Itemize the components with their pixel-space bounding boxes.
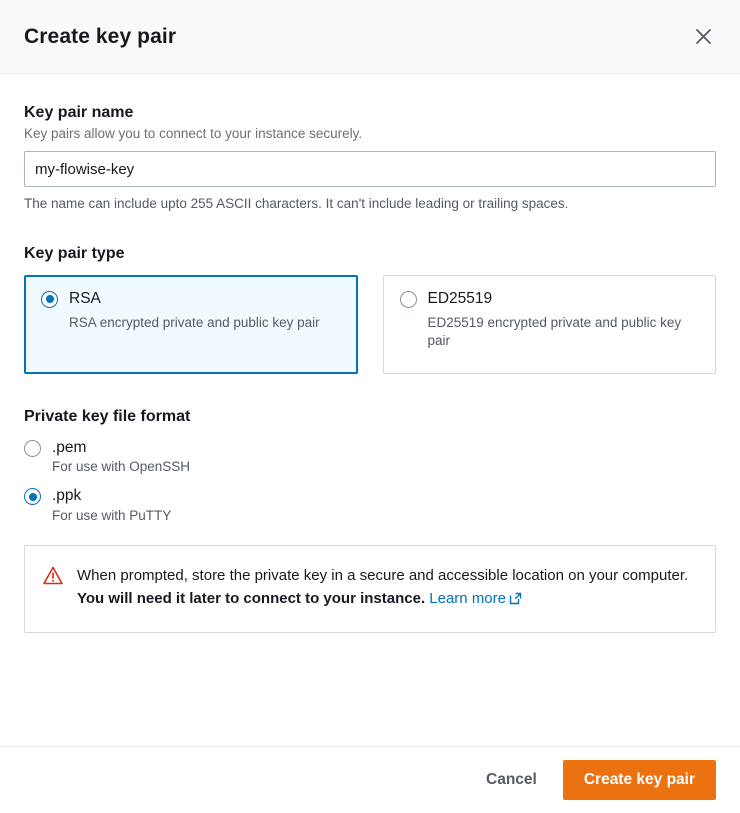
key-pair-type-option-rsa-label: RSA <box>69 290 101 307</box>
private-key-format-options <box>24 438 716 531</box>
key-pair-type-option-rsa[interactable] <box>24 275 358 374</box>
private-key-format-option-pem-texts <box>52 438 190 482</box>
radio-icon-rsa[interactable] <box>41 291 58 308</box>
dialog-footer <box>0 746 740 813</box>
learn-more-link[interactable]: Learn more <box>429 590 506 607</box>
external-link-icon[interactable] <box>509 589 522 612</box>
key-pair-name-description: Key pairs allow you to connect to your instance securely. <box>24 126 363 141</box>
key-pair-name-hint: The name can include upto 255 ASCII characters. It can't include leading or trailing spaces. <box>24 196 569 211</box>
private-key-format-option-ppk-texts <box>52 486 171 530</box>
dialog-body <box>0 74 740 746</box>
private-key-format-option-pem-description: For use with OpenSSH <box>52 459 191 475</box>
warning-icon <box>43 566 63 613</box>
page-title: Create key pair <box>24 24 177 48</box>
key-pair-name-label: Key pair name <box>24 104 134 121</box>
private-key-format-option-ppk-label: .ppk <box>52 487 82 505</box>
dialog-header <box>0 0 740 74</box>
private-key-format-option-pem[interactable] <box>24 438 716 482</box>
warning-alert-text-bold: You will need it later to connect to your instance. <box>77 590 426 607</box>
warning-alert <box>24 545 716 634</box>
key-pair-type-option-rsa-description: RSA encrypted private and public key pair <box>69 315 320 330</box>
key-pair-type-option-ed25519[interactable] <box>383 275 717 374</box>
warning-alert-text <box>77 564 695 613</box>
private-key-format-section <box>24 408 716 531</box>
create-key-pair-button[interactable]: Create key pair <box>563 760 716 800</box>
key-pair-type-section <box>24 245 716 374</box>
cancel-button[interactable]: Cancel <box>482 763 541 797</box>
radio-icon-ed25519[interactable] <box>400 291 417 308</box>
radio-icon-ppk[interactable] <box>24 488 41 505</box>
key-pair-name-input[interactable] <box>24 151 716 187</box>
key-pair-type-options <box>24 275 716 374</box>
key-pair-type-option-rsa-head <box>41 290 341 308</box>
private-key-format-option-ppk[interactable] <box>24 486 716 530</box>
key-pair-type-option-ed25519-description: ED25519 encrypted private and public key pair <box>427 315 682 349</box>
radio-icon-pem[interactable] <box>24 440 41 457</box>
key-pair-name-section <box>24 104 716 211</box>
key-pair-type-label: Key pair type <box>24 245 125 262</box>
private-key-format-label: Private key file format <box>24 408 191 425</box>
key-pair-type-option-ed25519-label: ED25519 <box>427 290 493 307</box>
private-key-format-option-ppk-description: For use with PuTTY <box>52 507 172 523</box>
private-key-format-option-pem-label: .pem <box>52 439 87 456</box>
close-icon[interactable] <box>688 22 718 52</box>
key-pair-type-option-ed25519-head <box>400 290 700 308</box>
warning-alert-text-part1: When prompted, store the private key in a secure and accessible location on your computer. <box>77 566 689 584</box>
